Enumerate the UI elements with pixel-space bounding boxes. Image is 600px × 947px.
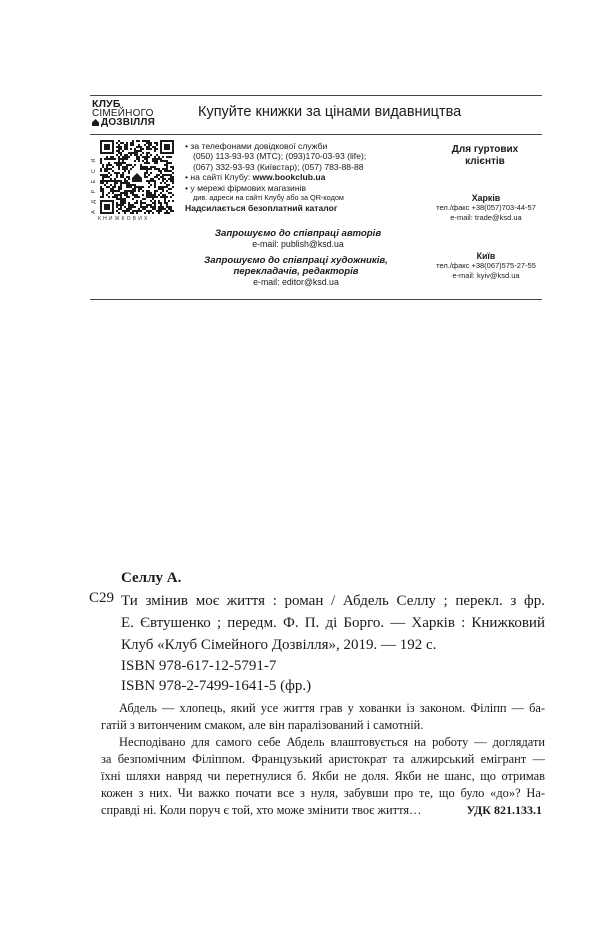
phones-label-row: • за телефонами довідкової служби [185,141,328,151]
invite-authors [188,228,408,250]
logo-line-1: КЛУБ [92,98,121,110]
slogan: Купуйте книжки за цінами видавництва [198,104,462,120]
top-divider [90,95,542,96]
invite-authors-email[interactable]: e-mail: publish@ksd.ua [252,239,344,250]
catalog-index: С29 [89,590,115,606]
bottom-divider [90,299,542,300]
annotation-p2-line-3: їхні шляхи навряд чи перетнулися б. Якби не доля. Якби не шанс, що отримав [101,769,545,783]
contact-info [185,141,410,214]
invite-artists-email[interactable]: e-mail: editor@ksd.ua [253,277,339,288]
shops-note: див. адреси на сайті Клубу або за QR-кодом [193,193,344,203]
shops-label: у мережі фірмових магазинів [190,182,307,193]
kyiv-email[interactable]: e-mail: kyiv@ksd.ua [452,271,520,280]
biblio-line-3: Клуб «Клуб Сімейного Дозвілля», 2019. — 192 с. [121,637,437,653]
catalog-author: Селлу А. [121,570,182,586]
kyiv-contacts [420,251,552,281]
svg-text:А Д Р Е С И: А Д Р Е С И [91,156,97,214]
annotation-p2-line-4: кожен з них. Чи важко почати все з нуля, забувши про те, що було «до»? На- [101,786,545,800]
biblio-line-2: Е. Євтушенко ; передм. Ф. П. ді Борго. — Харків : Книжковий [121,615,545,631]
group-clients-line-2: клієнтів [465,156,505,167]
annotation [101,700,545,819]
annotation-p2-line-1: Несподівано для самого себе Абдель влаштовується на роботу — доглядати [119,735,545,749]
kharkiv-contacts [420,193,552,223]
isbn-block [121,656,311,696]
invite-artists-line-2: перекладачів, редакторів [233,266,359,278]
kyiv-phone: тел./факс +38(067)575-27-55 [436,261,536,270]
isbn-2: ISBN 978-2-7499-1641-5 (фр.) [121,678,312,694]
house-icon [92,119,99,126]
group-clients-line-1: Для гуртових [451,144,519,155]
annotation-paragraph-1 [101,700,545,734]
site-label: на сайті Клубу: [190,172,251,183]
invite-authors-text: Запрошуємо до співпраці авторів [214,228,382,239]
group-clients-title [418,144,552,168]
kharkiv-name: Харків [471,193,501,203]
logo-line-2: СІМЕЙНОГО [92,108,154,119]
qr-bottom-label: КНИЖКОВИХ [98,216,150,222]
isbn-1: ISBN 978-617-12-5791-7 [121,658,277,674]
annotation-p1-line-1: Абдель — хлопець, який усе життя грав у хованки із законом. Філіпп — ба- [119,701,545,715]
site-link[interactable]: www.bookclub.ua [252,172,326,183]
biblio-line-1: Ти змінив моє життя : роман / Абдель Селлу ; перекл. з фр. [121,593,545,609]
club-logo [92,100,172,130]
phones-line-1: (050) 113-93-93 (МТС); (093)170-03-93 (life); [193,151,367,162]
qr-side-label [88,138,98,218]
kyiv-name: Київ [476,251,496,261]
catalog-note: Надсилається безоплатний каталог [185,203,338,214]
logo-line-3 [92,118,172,127]
invite-artists-line-1: Запрошуємо до співпраці художників, [204,255,388,266]
qr-block [88,138,180,226]
kharkiv-email[interactable]: e-mail: trade@ksd.ua [450,213,522,222]
phones-line-2: (067) 332-93-93 (Київстар); (057) 783-88-88 [193,161,364,172]
site-row: • на сайті Клубу: www.bookclub.ua [185,172,326,183]
annotation-p1-line-2: гатій з витонченим смаком, але він паралізований і самотній. [101,718,424,732]
phones-label: за телефонами довідкової служби [190,141,328,151]
annotation-p2-line-5: справді ні. Коли поруч є той, хто може змінити твоє життя… [101,803,422,817]
kharkiv-phone: тел./факс +38(057)703-44-57 [436,203,536,212]
shops-row: • у мережі фірмових магазинів [185,182,307,193]
udc-code: УДК 821.133.1 [466,803,542,817]
annotation-p2-line-2: за безпомічним Філіппом. Французький аристократ та алжирський емігрант — [101,752,545,766]
qr-code[interactable] [100,140,174,214]
bibliographic-description [121,590,545,656]
header-divider [90,134,542,135]
invite-artists [176,255,416,289]
logo-line-3-text: ДОЗВІЛЛЯ [101,117,155,128]
